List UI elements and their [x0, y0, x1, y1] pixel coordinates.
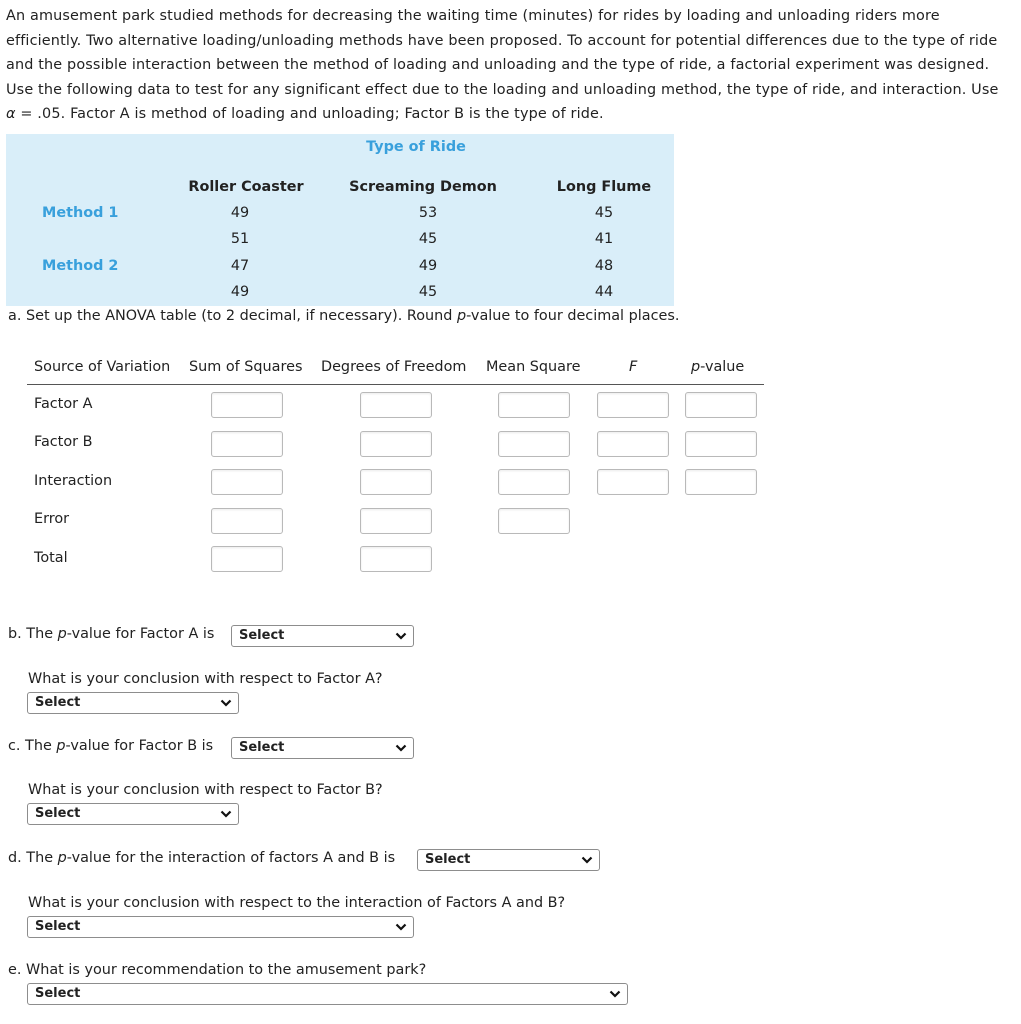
factor-a-conclusion-question: What is your conclusion with respect to Factor A?	[28, 671, 383, 687]
anova-row-label: Factor A	[34, 396, 93, 412]
chevron-down-icon	[395, 742, 407, 754]
table-cell: 49	[418, 258, 438, 274]
p-italic: p	[56, 738, 66, 754]
factor-b-f-input[interactable]	[597, 431, 669, 457]
anova-divider	[27, 384, 764, 385]
factor-b-conclusion-select[interactable]	[27, 803, 239, 825]
select-value: Select	[35, 806, 81, 821]
factor-b-df-input[interactable]	[360, 431, 432, 457]
part-b-text: b. The	[8, 626, 58, 642]
p-italic: p	[456, 308, 467, 324]
table-cell: 51	[230, 231, 250, 247]
ride-data-table	[6, 134, 674, 306]
anova-row-label: Interaction	[34, 473, 113, 489]
chevron-down-icon	[220, 697, 232, 709]
table-cell: 49	[230, 205, 250, 221]
table-cell: 45	[594, 205, 614, 221]
intro-line: efficiently. Two alternative loading/unloading methods have been proposed. To account for potential differences due to the type of ride	[6, 32, 998, 49]
interaction-ss-input[interactable]	[211, 469, 283, 495]
intro-line-text: = .05. Factor A is method of loading and unloading; Factor B is the type of ride.	[15, 106, 604, 122]
row-label-method-1: Method 1	[42, 205, 119, 221]
error-ms-input[interactable]	[498, 508, 570, 534]
table-cell: 45	[418, 284, 438, 300]
chevron-down-icon	[395, 921, 407, 933]
table-cell: 53	[418, 205, 438, 221]
anova-header-p-text: -value	[700, 359, 745, 375]
anova-header-f: F	[629, 359, 638, 375]
column-header: Screaming Demon	[349, 179, 497, 195]
factor-a-ms-input[interactable]	[498, 392, 570, 418]
part-a-prompt	[8, 308, 679, 324]
select-value: Select	[239, 628, 285, 643]
table-cell: 41	[594, 231, 614, 247]
table-title: Type of Ride	[366, 139, 466, 155]
factor-b-p-input[interactable]	[685, 431, 757, 457]
select-value: Select	[35, 986, 81, 1001]
anova-header-df: Degrees of Freedom	[321, 359, 467, 375]
interaction-ms-input[interactable]	[498, 469, 570, 495]
part-d-text: d. The	[8, 850, 58, 866]
anova-header-ms: Mean Square	[486, 359, 581, 375]
select-value: Select	[239, 740, 285, 755]
table-cell: 44	[594, 284, 614, 300]
alpha-symbol: α	[6, 106, 16, 122]
intro-line: Use the following data to test for any significant effect due to the loading and unloading method, the type of ride, and interaction. Use	[6, 81, 999, 98]
table-cell: 45	[418, 231, 438, 247]
chevron-down-icon	[220, 808, 232, 820]
factor-b-conclusion-question: What is your conclusion with respect to Factor B?	[28, 782, 383, 798]
select-value: Select	[35, 695, 81, 710]
factor-b-p-value-select[interactable]	[231, 737, 414, 759]
intro-line: An amusement park studied methods for decreasing the waiting time (minutes) for rides by loading and unloading riders more	[6, 8, 940, 24]
anova-header-source: Source of Variation	[34, 359, 171, 375]
interaction-df-input[interactable]	[360, 469, 432, 495]
factor-a-p-value-select[interactable]	[231, 625, 414, 647]
column-header: Roller Coaster	[188, 179, 304, 195]
interaction-p-value-select[interactable]	[417, 849, 600, 871]
interaction-conclusion-question: What is your conclusion with respect to the interaction of Factors A and B?	[28, 895, 566, 911]
chevron-down-icon	[581, 854, 593, 866]
intro-line: and the possible interaction between the method of loading and unloading and the type of ride, a factorial experiment was designed.	[6, 57, 990, 73]
anova-header-ss: Sum of Squares	[189, 359, 303, 375]
interaction-conclusion-select[interactable]	[27, 916, 414, 938]
part-a-text-end: -value to four decimal places.	[466, 308, 680, 324]
recommendation-select[interactable]	[27, 983, 628, 1005]
part-c-prompt	[8, 738, 213, 754]
part-c-text-end: -value for Factor B is	[65, 738, 214, 754]
select-value: Select	[35, 919, 81, 934]
factor-a-ss-input[interactable]	[211, 392, 283, 418]
part-d-text-end: -value for the interaction of factors A and B is	[66, 850, 396, 866]
table-cell: 48	[594, 258, 614, 274]
part-d-prompt	[8, 850, 395, 866]
factor-b-ss-input[interactable]	[211, 431, 283, 457]
total-df-input[interactable]	[360, 546, 432, 572]
table-cell: 47	[230, 258, 250, 274]
row-label-method-2: Method 2	[42, 258, 119, 274]
chevron-down-icon	[609, 988, 621, 1000]
factor-a-f-input[interactable]	[597, 392, 669, 418]
column-header: Long Flume	[556, 179, 652, 195]
part-a-text: a. Set up the ANOVA table (to 2 decimal, if necessary). Round	[8, 308, 457, 324]
interaction-p-input[interactable]	[685, 469, 757, 495]
select-value: Select	[425, 852, 471, 867]
total-ss-input[interactable]	[211, 546, 283, 572]
problem-statement	[6, 4, 1018, 127]
part-b-prompt	[8, 626, 214, 642]
interaction-f-input[interactable]	[597, 469, 669, 495]
anova-row-label: Error	[34, 511, 70, 527]
factor-b-ms-input[interactable]	[498, 431, 570, 457]
table-cell: 49	[230, 284, 250, 300]
intro-line	[6, 102, 1018, 127]
anova-row-label: Total	[34, 550, 68, 566]
factor-a-p-input[interactable]	[685, 392, 757, 418]
factor-a-df-input[interactable]	[360, 392, 432, 418]
part-e-prompt: e. What is your recommendation to the amusement park?	[8, 962, 427, 978]
chevron-down-icon	[395, 630, 407, 642]
error-ss-input[interactable]	[211, 508, 283, 534]
factor-a-conclusion-select[interactable]	[27, 692, 239, 714]
anova-row-label: Factor B	[34, 434, 93, 450]
error-df-input[interactable]	[360, 508, 432, 534]
part-b-text-end: -value for Factor A is	[66, 626, 215, 642]
part-c-text: c. The	[8, 738, 57, 754]
p-italic: p	[57, 850, 67, 866]
p-italic: p	[691, 359, 701, 375]
p-italic: p	[57, 626, 67, 642]
anova-header-p	[691, 359, 744, 375]
